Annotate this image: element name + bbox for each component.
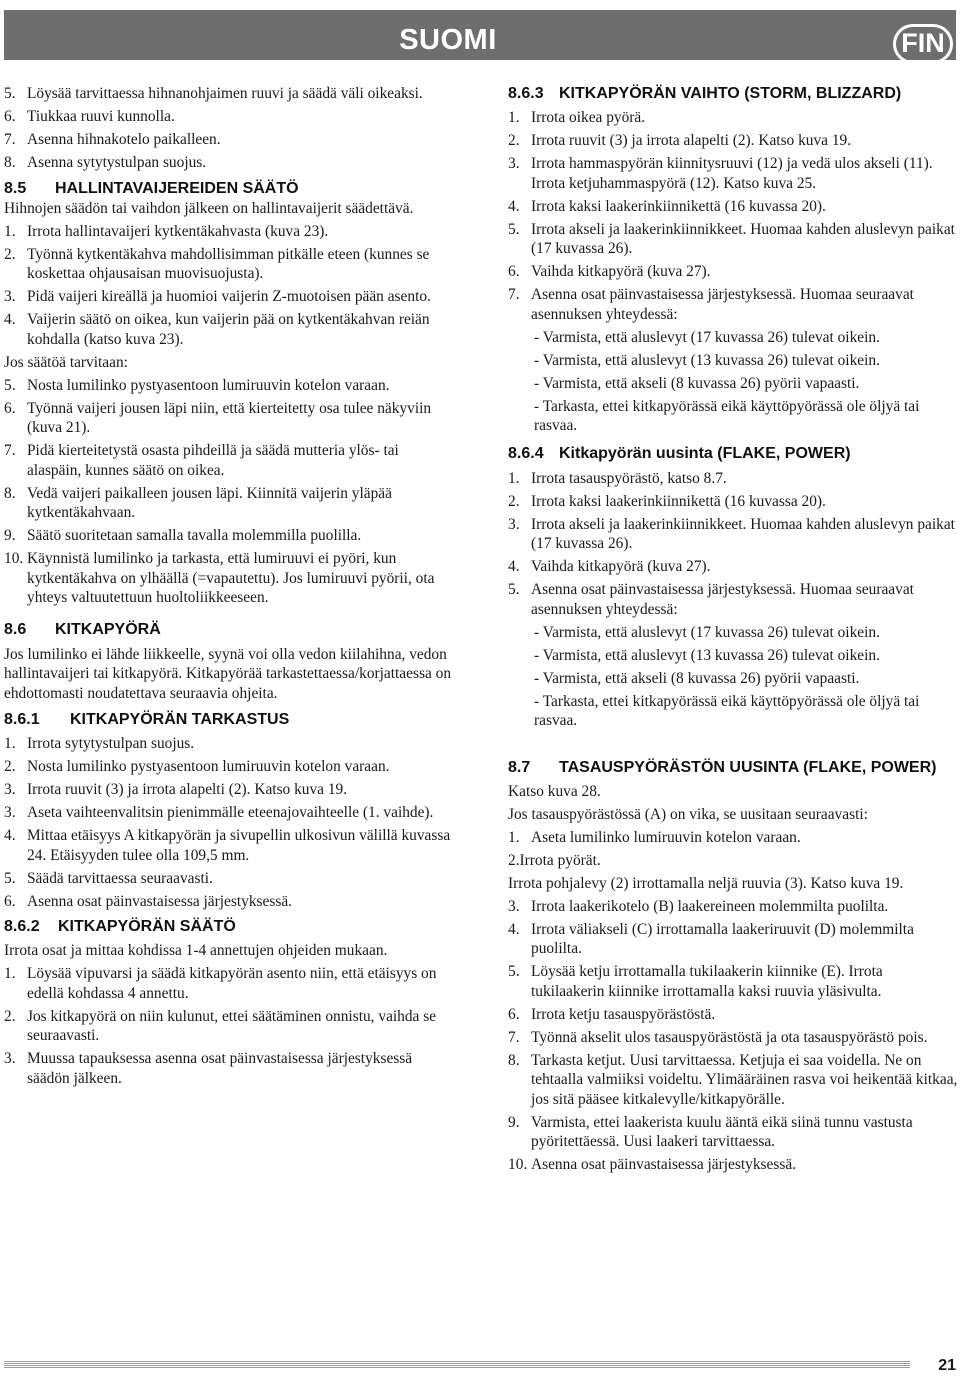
language-code: FIN [901,28,945,58]
step-item [4,780,456,800]
step-text: Nosta lumilinko pystyasentoon lumiruuvin kotelon varaan. [27,376,390,394]
step-item [4,803,456,823]
section-heading-8-5: 8.5 HALLINTAVAIJEREIDEN SÄÄTÖ [4,179,299,197]
check-item: - Varmista, että aluslevyt (13 kuvassa 26) tulevat oikein. [534,351,880,369]
section-intro: Irrota osat ja mittaa kohdissa 1-4 annettujen ohjeiden mukaan. [4,942,388,959]
step-number: 6. [4,108,16,125]
step-number: 3. [4,781,16,798]
step-text: Vaihda kitkapyörä (kuva 27). [531,558,711,575]
step-number: 4. [508,920,520,938]
step-text: Varmista, ettei laakerista kuulu ääntä eikä siinä tunnu vastusta pyöritettäessä. Uusi laakeri tarvittaessa. [531,1113,913,1150]
step-item [508,262,960,282]
step-text: Irrota väliakseli (C) irrottamalla laakeriruuvit (D) molemmilta puolilta. [531,920,914,957]
step-text: Tiukkaa ruuvi kunnolla. [27,108,175,125]
step-item: 1. Aseta lumilinko lumiruuvin kotelon varaan. [508,828,801,846]
step-number: 8. [508,1051,520,1069]
step-item [508,131,960,151]
check-item: - Varmista, että aluslevyt (17 kuvassa 26) tulevat oikein. [534,623,880,641]
check-item: - Varmista, että aluslevyt (17 kuvassa 26) tulevat oikein. [534,328,880,346]
language-badge [893,24,953,64]
step-item [508,285,960,324]
step-number: 2. [508,132,520,149]
step-text: Muussa tapauksessa asenna osat päinvastaisessa järjestyksessä säädön jälkeen. [27,1050,413,1087]
right-column [508,84,960,1178]
step-number: 3. [508,155,520,172]
section-heading-8-6-1: 8.6.1 KITKAPYÖRÄN TARKASTUS [4,711,290,728]
step-list [4,222,456,350]
continued-steps [4,84,456,173]
check-item: - Tarkasta, ettei kitkapyörässä eikä käyttöpyörässä ole öljyä tai rasvaa. [534,397,920,434]
step-text: Irrota akseli ja laakerinkiinnikkeet. Huomaa kahden aluslevyn paikat (17 kuvassa 26). [531,515,955,552]
step-item [508,962,960,1001]
check-item: - Varmista, että akseli (8 kuvassa 26) pyörii vapaasti. [534,669,860,687]
step-text: Irrota kaksi laakerinkiinnikettä (16 kuvassa 20). [531,492,826,510]
step-number: 5. [4,869,16,887]
step-number: 3. [4,804,16,821]
step-text: Irrota kaksi laakerinkiinnikettä (16 kuvassa 20). [531,197,826,215]
step-text: Vaihda kitkapyörä (kuva 27). [531,263,711,280]
step-text: Vaijerin säätö on oikea, kun vaijerin pää on kytkentäkahvan reiän kohdalla (katso kuva 23). [27,311,430,348]
step-list [508,108,960,324]
step-number: 10. [4,550,24,567]
step-item [508,897,960,917]
left-column [4,84,456,1092]
step-number: 6. [4,399,16,417]
step-item [4,869,456,889]
step-item [4,757,456,777]
step-item [508,1005,960,1025]
step-number: 5. [4,85,16,102]
step-item [4,399,456,438]
step-item [508,557,960,577]
step-text: Asenna osat päinvastaisessa järjestyksessä. Huomaa seuraavat asennuksen yhteydessä: [531,286,914,323]
step-item [508,1051,960,1110]
page-number: 21 [938,1357,956,1374]
step-number: 1. [4,222,16,240]
check-list [508,328,960,436]
step-item [4,964,456,1003]
step-text: Irrota laakerikotelo (B) laakereineen molemmilta puolilta. [531,897,889,915]
step-number: 5. [508,963,520,980]
step-item [508,154,960,193]
step-item [4,107,456,127]
step-text: Asenna osat päinvastaisessa järjestyksessä. [531,1156,796,1173]
step-item [4,826,456,865]
step-number: 8. [4,484,16,502]
check-item: - Varmista, että akseli (8 kuvassa 26) pyörii vapaasti. [534,374,860,392]
step-text: Asenna osat päinvastaisessa järjestyksessä. Huomaa seuraavat asennuksen yhteydessä: [531,581,914,618]
step-item [4,441,456,480]
step-item [4,245,456,284]
step-number: 2. [4,758,16,775]
step-item [4,153,456,173]
step-item [508,469,960,489]
step-text: Irrota sytytystulpan suojus. [27,735,195,752]
step-item [508,1113,960,1152]
step-item [508,197,960,217]
step-text: Pidä kierteitetystä osasta pihdeillä ja säädä mutteria ylös- tai alaspäin, kunnes säätö on oikea. [27,442,399,479]
step-number: 4. [4,827,16,844]
step-list [4,734,456,911]
step-text: Asenna hihnakotelo paikalleen. [27,131,221,148]
step-text: Irrota tasauspyörästö, katso 8.7. [531,469,727,487]
step-item [508,920,960,959]
step-number: 4. [508,558,520,575]
step-item [4,376,456,396]
step-item [508,515,960,554]
step-text: Asenna osat päinvastaisessa järjestyksessä. [27,892,292,910]
step-item [508,580,960,619]
step-number: 7. [508,286,520,303]
step-number: 3. [4,288,16,305]
step-number: 5. [508,581,520,598]
step-text: Löysää ketju irrottamalla tukilaakerin kiinnike (E). Irrota tukilaakerin kiinnike irrottamalla kaksi ruuvia yläsivulta. [531,963,883,1000]
section-paragraph: Jos tasauspyörästössä (A) on vika, se uusitaan seuraavasti: [508,805,868,823]
step-item [4,130,456,150]
step-item [4,892,456,912]
section-intro: Jos lumilinko ei lähde liikkeelle, syynä voi olla vedon kiilahihna, vedon hallintavaijeri tai kitkapyörä. Kitkapyörää tarkastettaessa/korjattaessa on ehdottomasti noudatettava seuraavia ohjeita. [4,645,452,702]
step-text: Asenna sytytystulpan suojus. [27,154,207,171]
step-list [4,964,456,1088]
step-item [508,108,960,128]
step-number: 4. [508,197,520,215]
step-number: 7. [4,131,16,148]
step-text: Irrota hammaspyörän kiinnitysruuvi (12) ja vedä ulos akseli (11). Irrota ketjuhammaspyörä (12). Katso kuva 25. [531,155,933,192]
step-item [4,484,456,523]
step-item [4,84,456,104]
step-number: 6. [4,892,16,910]
step-number: 7. [508,1028,520,1046]
step-text: Pidä vaijeri kireällä ja huomioi vaijerin Z-muotoisen pään asento. [27,288,431,305]
step-number: 1. [508,109,520,126]
step-text: Löysää tarvittaessa hihnanohjaimen ruuvi ja säädä väli oikeaksi. [27,85,423,102]
section-intro: Hihnojen säädön tai vaihdon jälkeen on hallintavaijerit säädettävä. [4,199,414,217]
section-heading-8-6-3: 8.6.3 KITKAPYÖRÄN VAIHTO (STORM, BLIZZARD) [508,85,902,102]
step-number: 2. [4,245,16,263]
step-number: 2. [4,1007,16,1025]
section-heading-8-7: 8.7 TASAUSPYÖRÄSTÖN UUSINTA (FLAKE, POWER) [508,758,937,776]
step-number: 4. [4,311,16,328]
step-text: Jos kitkapyörä on niin kulunut, ettei säätäminen onnistu, vaihda se seuraavasti. [27,1007,437,1044]
step-number: 3. [4,1050,16,1067]
step-item [508,1155,960,1175]
step-number: 6. [508,263,520,280]
step-item [4,310,456,349]
step-text: Työnnä vaijeri jousen läpi niin, että kierteitetty osa tulee näkyviin (kuva 21). [27,399,432,436]
step-number: 5. [508,220,520,238]
check-item: - Tarkasta, ettei kitkapyörässä eikä käyttöpyörässä ole öljyä tai rasvaa. [534,692,920,729]
header-title: SUOMI [399,24,497,56]
step-number: 2. [508,492,520,510]
step-text: Irrota akseli ja laakerinkiinnikkeet. Huomaa kahden aluslevyn paikat (17 kuvassa 26). [531,220,955,257]
step-number: 10. [508,1156,528,1173]
step-item [4,1049,456,1088]
section-heading-8-6-4: 8.6.4 Kitkapyörän uusinta (FLAKE, POWER) [508,444,851,462]
section-paragraph: Irrota pohjalevy (2) irrottamalla neljä ruuvia (3). Katso kuva 19. [508,874,904,892]
step-text: Työnnä kytkentäkahva mahdollisimman pitkälle eteen (kunnes se koskettaa ohjausaisan muovisuojusta). [27,245,430,282]
step-text: Irrota oikea pyörä. [531,109,646,126]
step-number: 3. [508,897,520,915]
step-number: 5. [4,376,16,394]
section-heading-8-6-2: 8.6.2 KITKAPYÖRÄN SÄÄTÖ [4,918,236,935]
step-text: Vedä vaijeri paikalleen jousen läpi. Kiinnitä vaijerin yläpää kytkentäkahvaan. [27,484,392,521]
step-list [508,469,960,620]
section-paragraph: Katso kuva 28. [508,782,601,800]
step-item [4,287,456,307]
step-text: Irrota ketju tasauspyörästöstä. [531,1005,716,1023]
step-text: Mittaa etäisyys A kitkapyörän ja sivupellin ulkosivun välillä kuvassa 24. Etäisyyden tulee olla 109,5 mm. [27,827,451,864]
step-text: Säätö suoritetaan samalla tavalla molemmilla puolilla. [27,527,362,544]
step-list [508,897,960,1175]
step-item [508,492,960,512]
step-text: Tarkasta ketjut. Uusi tarvittaessa. Ketjuja ei saa voidella. Ne on tehtaalla valmiiksi voideltu. Ylimääräinen rasva voi heikentää kitkaa, jos sitä pääsee kitkalevylle/kitkapyörälle. [531,1051,958,1108]
step-text: Irrota ruuvit (3) ja irrota alapelti (2). Katso kuva 19. [27,781,348,798]
step-number: 9. [508,1113,520,1131]
step-number: 1. [508,469,520,487]
check-list [508,623,960,731]
step-number: 6. [508,1005,520,1023]
step-item [4,526,456,546]
step-number: 1. [4,735,16,752]
note-text: Jos säätöä tarvitaan: [4,353,128,371]
section-heading-8-6: 8.6 KITKAPYÖRÄ [4,620,161,638]
step-item [508,220,960,259]
step-number: 3. [508,515,520,533]
step-item [508,1028,960,1048]
header-bar [4,10,956,60]
step-item [4,1007,456,1046]
step-text: Työnnä akselit ulos tasauspyörästöstä ja ota tasauspyörästö pois. [531,1028,928,1046]
step-number: 9. [4,527,16,544]
footer-rule [4,1361,910,1368]
step-number: 7. [4,442,16,459]
step-text: Säädä tarvittaessa seuraavasti. [27,869,213,887]
step-text: Nosta lumilinko pystyasentoon lumiruuvin kotelon varaan. [27,758,390,775]
step-text: Irrota hallintavaijeri kytkentäkahvasta (kuva 23). [27,222,329,240]
step-number: 8. [4,154,16,171]
section-paragraph: 2.Irrota pyörät. [508,851,601,869]
step-item [4,549,456,608]
check-item: - Varmista, että aluslevyt (13 kuvassa 26) tulevat oikein. [534,646,880,664]
step-text: Löysää vipuvarsi ja säädä kitkapyörän asento niin, että etäisyys on edellä kohdassa 4 annettu. [27,965,437,1002]
step-item [4,222,456,242]
step-text: Irrota ruuvit (3) ja irrota alapelti (2). Katso kuva 19. [531,132,852,149]
step-number: 1. [4,965,16,982]
step-text: Käynnistä lumilinko ja tarkasta, että lumiruuvi ei pyöri, kun kytkentäkahva on ylhäällä (=vapautettu). Jos lumiruuvi pyörii, ota yhteys valtuutettuun huoltoliikkeeseen. [27,550,435,606]
step-text: Aseta vaihteenvalitsin pienimmälle eteenajovaihteelle (1. vaihde). [27,804,434,821]
step-item [4,734,456,754]
step-list [4,376,456,608]
